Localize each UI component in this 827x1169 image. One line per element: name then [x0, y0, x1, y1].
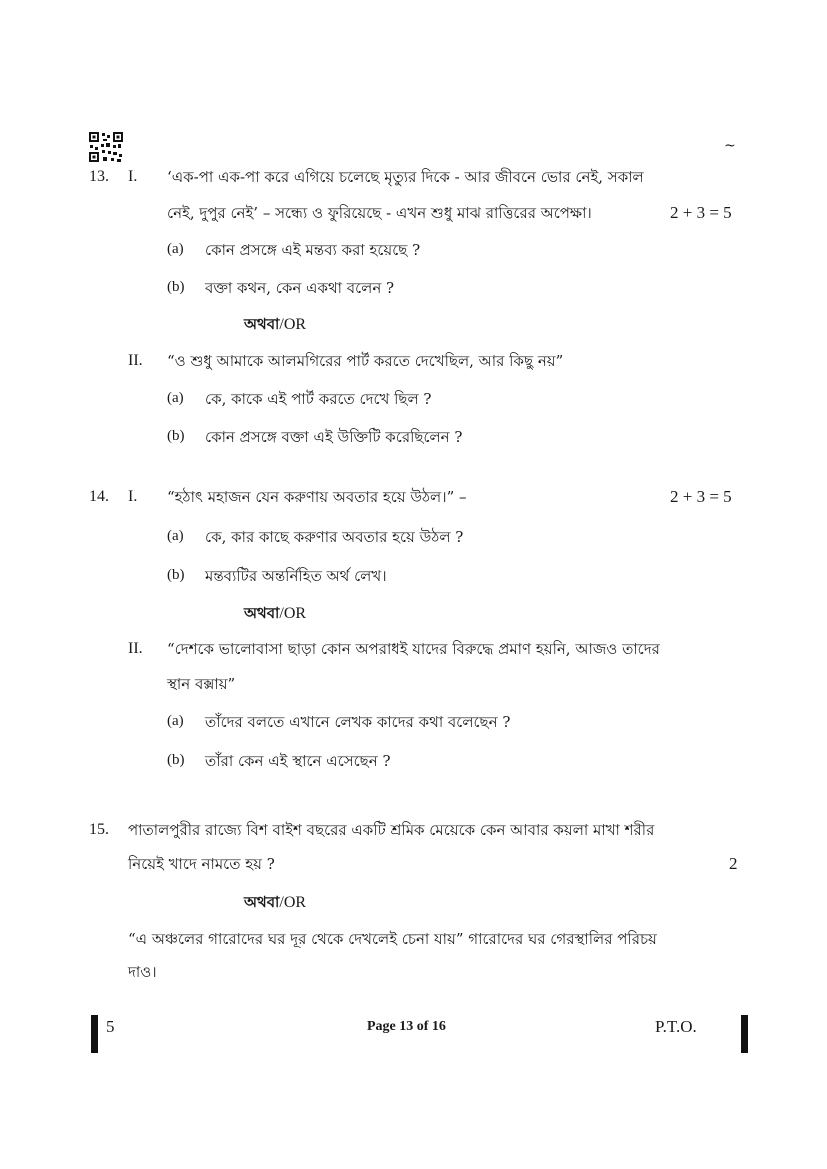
q14-1b-label: (b) — [167, 567, 185, 583]
q13-2a-label: (a) — [167, 390, 184, 406]
q15-number: 15. — [89, 821, 109, 838]
q13-1b-text: বক্তা কথন, কেন একথা বলেন ? — [205, 279, 395, 297]
q13-marks: 2 + 3 = 5 — [670, 203, 732, 222]
q13-1b-label: (b) — [167, 279, 185, 295]
q15-alt-line1: “এ অঞ্চলের গারোদের ঘর দূর থেকে দেখলেই চেনা যায়” গারোদের ঘর গেরস্থালির পরিচয় — [128, 930, 657, 948]
q14-2b-text: তাঁরা কেন এই স্থানে এসেছেন ? — [205, 752, 391, 770]
footer-pto: P.T.O. — [655, 1017, 697, 1036]
q14-quote2-line1: “দেশকে ভালোবাসা ছাড়া কোন অপরাধই যাদের বিরুদ্ধে প্রমাণ হয়নি, আজও তাদের — [167, 640, 660, 658]
q13-part2-label: II. — [128, 352, 143, 369]
q14-1a-text: কে, কার কাছে করুণার অবতার হয়ে উঠল ? — [205, 528, 464, 546]
q15-or: অথবা/OR — [244, 893, 307, 911]
footer-right-bar — [741, 1015, 748, 1053]
q14-number: 14. — [89, 488, 109, 505]
q13-1a-label: (a) — [167, 241, 184, 257]
q13-number: 13. — [89, 168, 109, 185]
qr-code-icon — [89, 132, 123, 162]
q15-alt-line2: দাও। — [128, 963, 157, 981]
q14-1a-label: (a) — [167, 528, 184, 544]
q15-marks: 2 — [729, 854, 738, 873]
q14-part2-label: II. — [128, 640, 143, 657]
q13-or: অথবা/OR — [244, 315, 307, 333]
footer-left-bar — [91, 1015, 98, 1053]
q14-or: অথবা/OR — [244, 604, 307, 622]
q13-2a-text: কে, কাকে এই পার্ট করতে দেখে ছিল ? — [205, 390, 432, 408]
q14-1b-text: মন্তব্যটির অন্তর্নিহিত অর্থ লেখ। — [205, 567, 387, 585]
footer-code: 5 — [106, 1017, 115, 1036]
footer-page-number: Page 13 of 16 — [367, 1019, 446, 1034]
q15-line2: নিয়েই খাদে নামতে হয় ? — [128, 855, 275, 873]
q14-part1-label: I. — [128, 488, 138, 505]
q14-quote: “হঠাৎ মহাজন যেন করুণায় অবতার হয়ে উঠল।” – — [167, 488, 467, 506]
q13-quote-line1: ‘এক-পা এক-পা করে এগিয়ে চলেছে মৃত্যুর দিকে - আর জীবনে ভোর নেই, সকাল — [167, 168, 644, 186]
q13-1a-text: কোন প্রসঙ্গে এই মন্তব্য করা হয়েছে ? — [205, 241, 421, 259]
q14-2a-label: (a) — [167, 713, 184, 729]
q13-part1-label: I. — [128, 168, 138, 185]
q15-line1: পাতালপুরীর রাজ্যে বিশ বাইশ বছরের একটি শ্রমিক মেয়েকে কেন আবার কয়লা মাখা শরীর — [128, 821, 655, 839]
q14-marks: 2 + 3 = 5 — [670, 487, 732, 506]
q13-part2-quote: “ও শুধু আমাকে আলমগিরের পার্ট করতে দেখেছিল, আর কিছু নয়” — [167, 352, 564, 370]
q14-2b-label: (b) — [167, 752, 185, 768]
header-mark: ~ — [724, 138, 736, 154]
q13-2b-label: (b) — [167, 428, 185, 444]
q13-2b-text: কোন প্রসঙ্গে বক্তা এই উক্তিটি করেছিলেন ? — [205, 428, 463, 446]
q14-quote2-line2: স্থান বক্সায়” — [167, 675, 236, 693]
q13-quote-line2: নেই, দুপুর নেই’ – সন্ধ্যে ও ফুরিয়েছে - এখন শুধু মাঝ রাত্তিরের অপেক্ষা। — [167, 204, 592, 222]
q14-2a-text: তাঁদের বলতে এখানে লেখক কাদের কথা বলেছেন ? — [205, 713, 511, 731]
